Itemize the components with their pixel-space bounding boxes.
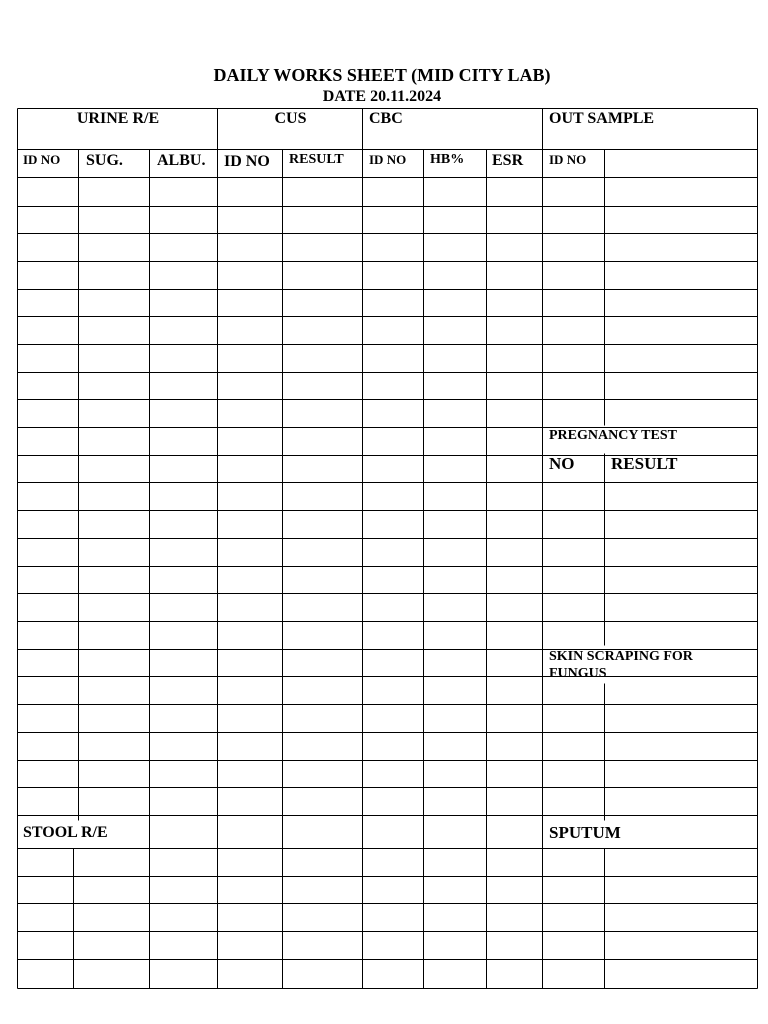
out-sample-id-no-column-header: ID NO (549, 152, 587, 167)
cbc-hb-column-header: HB% (430, 152, 465, 167)
cus-result-column-header: RESULT (289, 152, 344, 167)
pregnancy-test-header: PREGNANCY TEST (549, 428, 677, 443)
out-sample-header: OUT SAMPLE (549, 110, 655, 127)
skin-scraping-header: SKIN SCRAPING FOR FUNGUS (549, 649, 693, 681)
cus-header: CUS (274, 110, 307, 127)
cbc-header: CBC (369, 110, 403, 127)
pregnancy-result-column-header: RESULT (611, 454, 678, 473)
urine-id-no-column-header: ID NO (23, 152, 61, 167)
urine-re-header: URINE R/E (76, 110, 160, 127)
sputum-header: SPUTUM (549, 823, 621, 842)
urine-albumin-column-header: ALBU. (157, 152, 206, 169)
pregnancy-no-column-header: NO (549, 454, 575, 473)
cbc-id-no-column-header: ID NO (369, 152, 407, 167)
sheet-date: DATE 20.11.2024 (322, 88, 442, 105)
stool-re-header: STOOL R/E (23, 824, 108, 841)
urine-sugar-column-header: SUG. (86, 152, 123, 169)
cbc-esr-column-header: ESR (492, 152, 524, 169)
cus-id-no-column-header: ID NO (224, 153, 270, 170)
sheet-title: DAILY WORKS SHEET (MID CITY LAB) (213, 65, 551, 85)
